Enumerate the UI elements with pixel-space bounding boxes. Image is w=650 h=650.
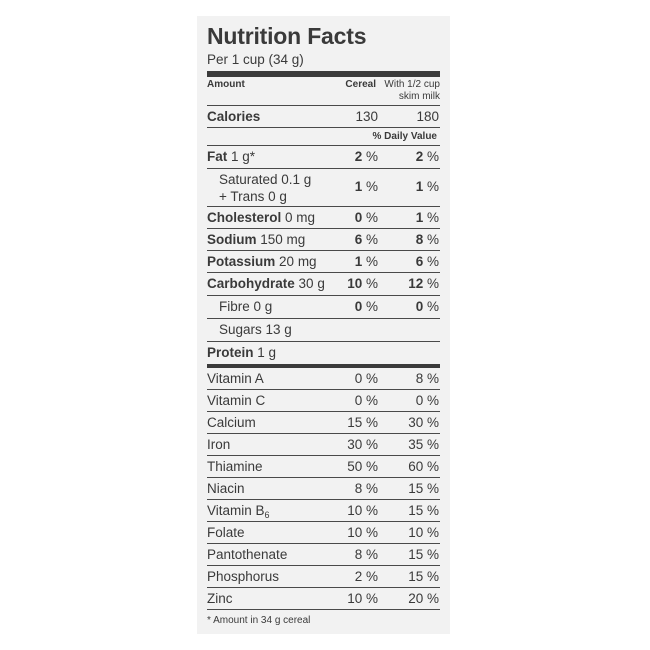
vitamin-label: Zinc (207, 591, 233, 606)
vitamin-cereal-value: 10 % (347, 591, 378, 606)
amount-header: Amount (207, 79, 245, 90)
potassium-row: Potassium 20 mg 1 % 6 % (207, 254, 439, 269)
vitamin-cereal-value: 10 % (347, 525, 378, 540)
nutrition-facts-title: Nutrition Facts (207, 23, 367, 49)
vitamin-with-milk-value: 10 % (408, 525, 439, 540)
subscript: 6 (264, 510, 270, 520)
vitamin-with-milk-value: 15 % (408, 569, 439, 584)
footnote: * Amount in 34 g cereal (207, 615, 311, 626)
vitamin-with-milk-value: 20 % (408, 591, 439, 606)
calories-row (207, 106, 440, 127)
nutrition-facts-table (207, 22, 440, 627)
sodium-row: Sodium 150 mg 6 % 8 % (207, 232, 439, 247)
fibre-row: Fibre 0 g 0 % 0 % (219, 299, 439, 314)
vitamin-label: Iron (207, 437, 231, 452)
vitamin-with-milk-value: 15 % (408, 503, 439, 518)
vitamin-label-group (207, 503, 270, 518)
daily-value-header: % Daily Value (372, 131, 437, 142)
vitamin-cereal-value: 2 % (354, 569, 378, 584)
fat-row: Fat 1 g* 2 % 2 % (207, 149, 439, 164)
vitamin-cereal-value: 30 % (347, 437, 378, 452)
vitamin-row (207, 368, 440, 389)
vitamin-label: Vitamin C (207, 393, 266, 408)
vitamin-row (207, 544, 440, 565)
vitamin-row (207, 522, 440, 543)
vitamins-minerals-list (207, 368, 440, 610)
vitamin-with-milk-value: 15 % (408, 547, 439, 562)
serving-size: Per 1 cup (34 g) (207, 52, 304, 67)
vitamin-row (207, 456, 440, 477)
vitamin-label: Calcium (207, 415, 256, 430)
vitamin-row (207, 390, 440, 411)
calories-label: Calories (207, 109, 261, 124)
vitamin-label: Phosphorus (207, 569, 280, 584)
vitamin-with-milk-value: 8 % (415, 371, 439, 386)
cereal-header: Cereal (345, 79, 376, 90)
vitamin-cereal-value: 8 % (354, 481, 378, 496)
vitamin-with-milk-value: 15 % (408, 481, 439, 496)
vitamin-cereal-value: 8 % (354, 547, 378, 562)
vitamin-with-milk-value: 35 % (408, 437, 439, 452)
vitamin-row (207, 588, 440, 609)
vitamin-cereal-value: 0 % (354, 371, 378, 386)
vitamin-row (207, 412, 440, 433)
vitamin-with-milk-value: 30 % (408, 415, 439, 430)
saturated-trans-row: Saturated 0.1 g + Trans 0 g 1 % 1 % (219, 172, 439, 204)
vitamin-with-milk-value: 60 % (408, 459, 439, 474)
nutrient-label: Fat (207, 149, 228, 164)
calories-with-milk: 180 (416, 109, 439, 124)
vitamin-label: Folate (207, 525, 245, 540)
vitamin-label: Vitamin A (207, 371, 264, 386)
vitamin-label: Pantothenate (207, 547, 288, 562)
with-milk-header: With 1/2 cup skim milk (384, 79, 440, 102)
vitamin-cereal-value: 10 % (347, 503, 378, 518)
vitamin-label: Niacin (207, 481, 245, 496)
vitamin-cereal-value: 50 % (347, 459, 378, 474)
cholesterol-row: Cholesterol 0 mg 0 % 1 % (207, 210, 439, 225)
column-header (207, 77, 440, 105)
vitamin-label: Vitamin B (207, 503, 265, 518)
sugars-row: Sugars 13 g (219, 322, 292, 337)
vitamin-label: Thiamine (207, 459, 263, 474)
vitamin-row (207, 566, 440, 587)
vitamin-row (207, 434, 440, 455)
vitamin-with-milk-value: 0 % (415, 393, 439, 408)
vitamin-cereal-value: 15 % (347, 415, 378, 430)
vitamin-cereal-value: 0 % (354, 393, 378, 408)
protein-row: Protein 1 g (207, 345, 277, 360)
carbohydrate-row: Carbohydrate 30 g 10 % 12 % (207, 276, 439, 291)
vitamin-row (207, 500, 440, 521)
vitamin-row (207, 478, 440, 499)
calories-cereal: 130 (355, 109, 378, 124)
